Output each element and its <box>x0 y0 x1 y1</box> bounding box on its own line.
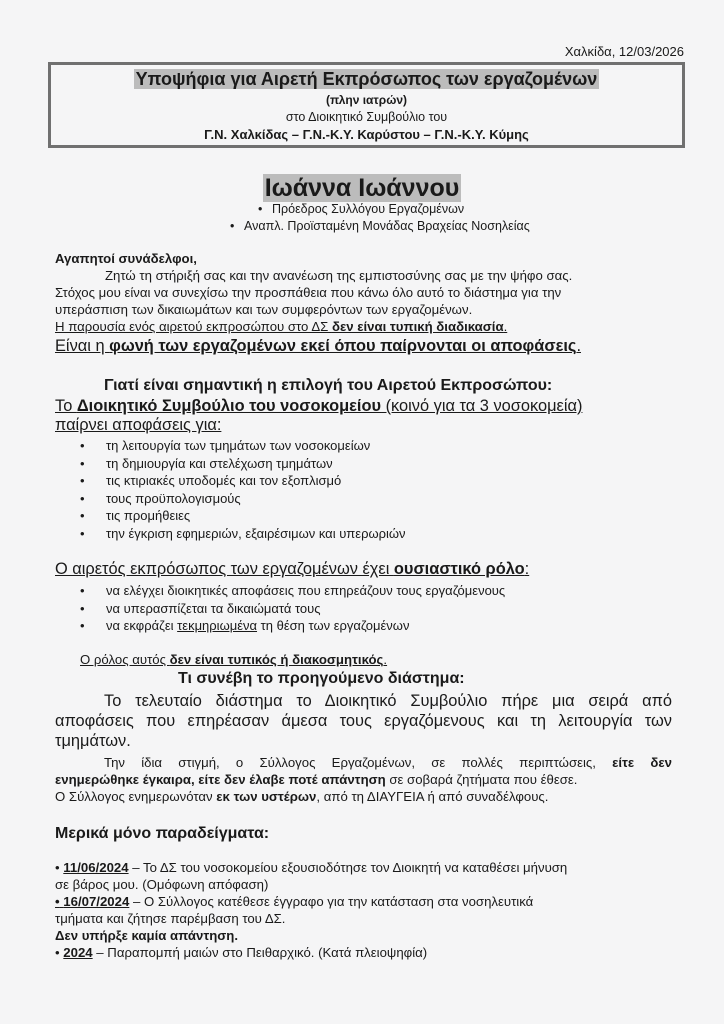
past-p1-line1: Το τελευταίο διάστημα το Διοικητικό Συμβούλιο πήρε μια σειρά από <box>104 692 672 710</box>
document-title: Υποψήφια για Αιρετή Εκπρόσωπος των εργαζομένων <box>135 69 598 89</box>
past-p1-line2: αποφάσεις που επηρέασαν άμεσα τους εργαζόμενους και τη λειτουργία των <box>55 712 672 730</box>
example-2-line1: • 16/07/2024 – Ο Σύλλογος κατέθεσε έγγραφο για την κατάσταση στα νοσηλευτικά <box>55 894 534 909</box>
candidate-name: Ιωάννα Ιωάννου <box>264 174 460 202</box>
importance-heading: Γιατί είναι σημαντική η επιλογή του Αιρετού Εκπροσώπου: <box>104 377 553 394</box>
voice-statement: Είναι η φωνή των εργαζομένων εκεί όπου παίρνονται οι αποφάσεις. <box>55 337 581 355</box>
bullet-icon: • <box>230 219 235 233</box>
candidate-name-row <box>0 174 724 203</box>
list-item: • την έγκριση εφημεριών, εξαιρέσιμων και υπερωριών <box>80 525 406 543</box>
decides-on: παίρνει αποφάσεις για: <box>55 416 222 434</box>
intro-line-2: Στόχος μου είναι να συνεχίσω την προσπάθεια που κάνω όλο αυτό το διάστημα για την <box>55 285 562 300</box>
list-item: • τη δημιουργία και στελέχωση τμημάτων <box>80 455 406 473</box>
candidate-roles <box>230 201 530 235</box>
subtitle: (πλην ιατρών) <box>325 93 408 107</box>
past-p1-line3: τμημάτων. <box>55 732 131 750</box>
example-3-line1: • 2024 – Παραπομπή μαιών στο Πειθαρχικό. (Κατά πλειοψηφία) <box>55 945 428 960</box>
hospitals-line: Γ.Ν. Χαλκίδας – Γ.Ν.-Κ.Υ. Καρύστου – Γ.Ν.-Κ.Υ. Κύμης <box>204 127 529 142</box>
list-item: • τους προϋπολογισμούς <box>80 490 406 508</box>
list-item: • να ελέγχει διοικητικές αποφάσεις που επηρεάζουν τους εργαζόμενους <box>80 582 505 600</box>
place-date: Χαλκίδα, 12/03/2026 <box>564 44 684 59</box>
role-list <box>80 582 505 635</box>
bullet-icon: • <box>258 202 263 216</box>
past-heading: Τι συνέβη το προηγούμενο διάστημα: <box>178 670 465 687</box>
list-item: • τις προμήθειες <box>80 507 406 525</box>
greeting: Αγαπητοί συνάδελφοι, <box>55 251 197 266</box>
board-line: στο Διοικητικό Συμβούλιο του <box>285 110 448 124</box>
role-item: • Αναπλ. Προϊσταμένη Μονάδας Βραχείας Νοσηλείας <box>230 219 530 233</box>
intro-line-3: υπεράσπιση των δικαιωμάτων και των συμφερόντων των εργαζομένων. <box>55 302 473 317</box>
decisions-list <box>80 437 406 542</box>
example-2-line2: τμήματα και ζήτησε παρέμβαση του ΔΣ. <box>55 911 286 926</box>
presence-statement: Η παρουσία ενός αιρετού εκπροσώπου στο ΔΣ δεν είναι τυπική διαδικασία. <box>55 319 508 334</box>
past-p2-line3: Ο Σύλλογος ενημερωνόταν εκ των υστέρων, από τη ΔΙΑΥΓΕΙΑ ή από συναδέλφους. <box>55 789 549 804</box>
title-box <box>48 62 685 148</box>
examples-heading: Μερικά μόνο παραδείγματα: <box>55 825 270 842</box>
no-answer-note: Δεν υπήρξε καμία απάντηση. <box>55 928 239 943</box>
list-item: • τη λειτουργία των τμημάτων των νοσοκομείων <box>80 437 406 455</box>
board-statement: Το Διοικητικό Συμβούλιο του νοσοκομείου (κοινό για τα 3 νοσοκομεία) <box>55 397 583 415</box>
example-1-line2: σε βάρος μου. (Ομόφωνη απόφαση) <box>55 877 269 892</box>
past-p2-line1: Την ίδια στιγμή, ο Σύλλογος Εργαζομένων, σε πολλές περιπτώσεις, είτε δεν <box>104 755 672 770</box>
intro-line-1: Ζητώ τη στήριξή σας και την ανανέωση της εμπιστοσύνης σας με την ψήφο σας. <box>105 268 573 283</box>
example-1-line1: • 11/06/2024 – Το ΔΣ του νοσοκομείου εξουσιοδότησε τον Διοικητή να καταθέσει μήνυση <box>55 860 568 875</box>
list-item: • να εκφράζει τεκμηριωμένα τη θέση των εργαζομένων <box>80 617 505 635</box>
list-item: • τις κτιριακές υποδομές και τον εξοπλισμό <box>80 472 406 490</box>
role-item: • Πρόεδρος Συλλόγου Εργαζομένων <box>258 202 465 216</box>
past-p2-line2: ενημερώθηκε έγκαιρα, είτε δεν έλαβε ποτέ απάντηση σε σοβαρά ζητήματα που έθεσε. <box>55 772 578 787</box>
role-lead: Ο αιρετός εκπρόσωπος των εργαζομένων έχει ουσιαστικό ρόλο: <box>55 560 530 578</box>
role-note: Ο ρόλος αυτός δεν είναι τυπικός ή διακοσμητικός. <box>80 652 388 667</box>
list-item: • να υπερασπίζεται τα δικαιώματά τους <box>80 600 505 618</box>
